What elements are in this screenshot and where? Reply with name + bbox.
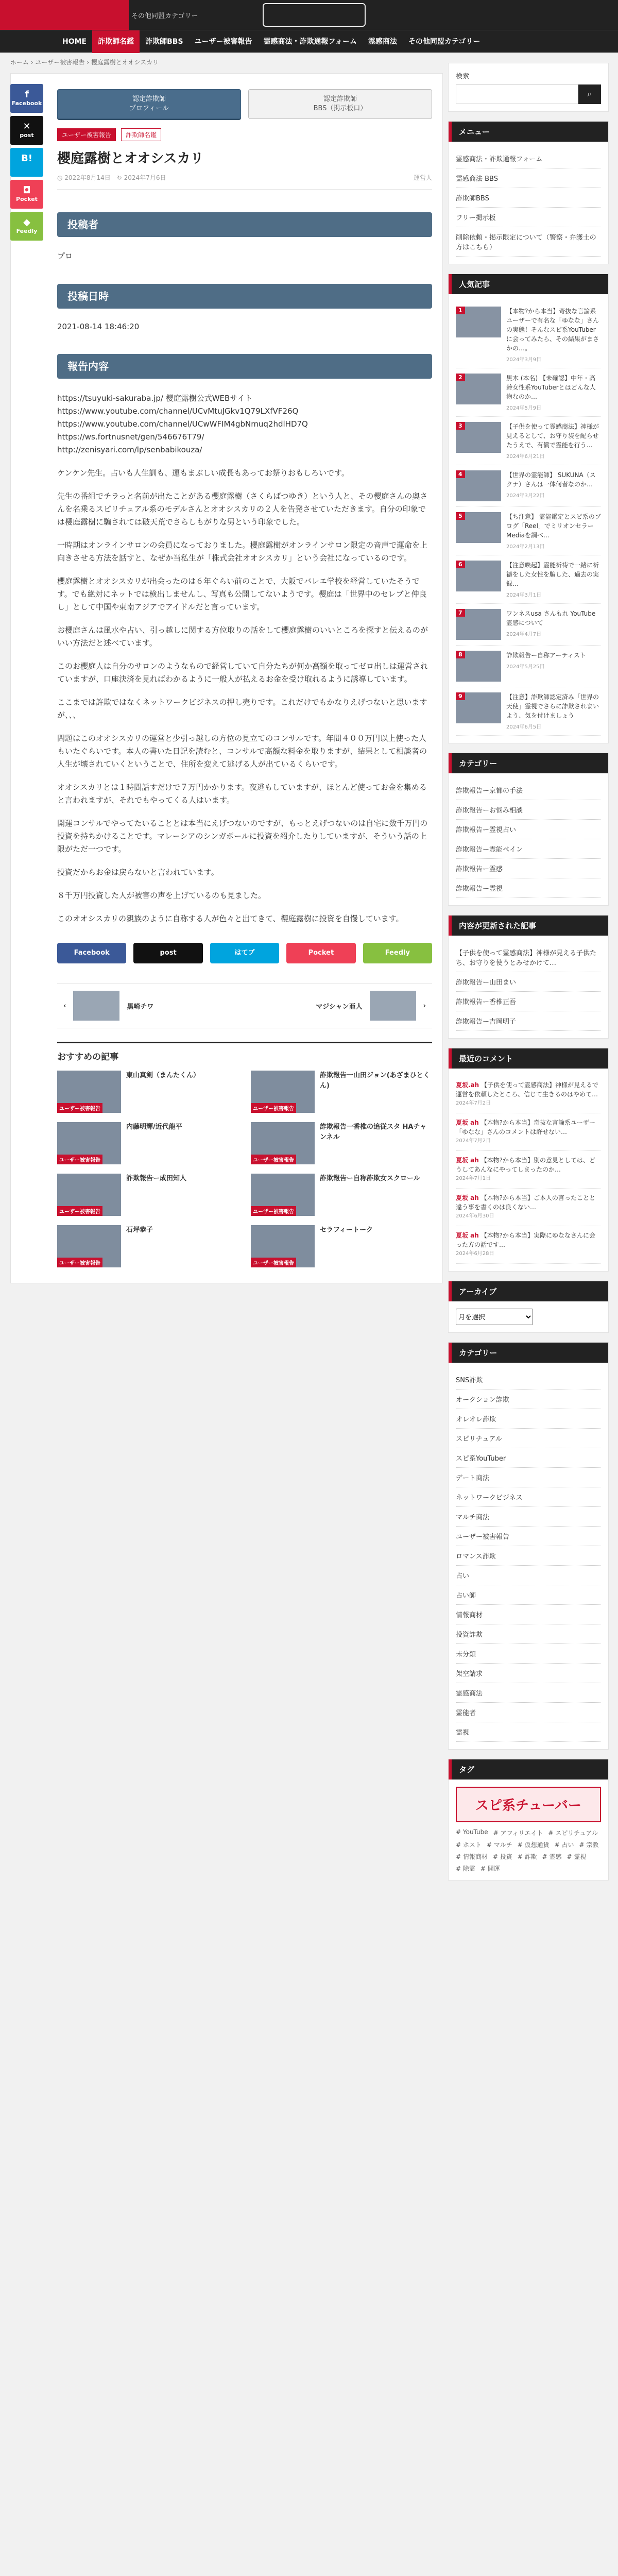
comments-heading: 最近のコメント (449, 1048, 608, 1069)
popular-title: ワンネスusa さんもれ YouTube 霊感について (506, 610, 596, 626)
clock-icon: ◷ (57, 174, 65, 181)
popular-item[interactable] (456, 417, 601, 465)
recent-item[interactable]: 詐欺報告ー吉岡明子 (456, 1011, 601, 1031)
breadcrumb[interactable]: ホーム › ユーザー被害報告 › 櫻庭露樹とオオシスカリ (10, 59, 159, 66)
comment-author: 夏坂.ah (456, 1081, 479, 1089)
author-value: プロ (57, 251, 73, 261)
report-paragraph: 投資だからお金は戻らないと言われています。 (57, 868, 219, 877)
category2-heading: カテゴリー (449, 1343, 608, 1363)
datetime-value: 2021-08-14 18:46:20 (57, 322, 140, 331)
comments-widget (448, 1048, 609, 1272)
report-paragraph: お櫻庭さんは風水や占い、引っ越しに関する方位取りの話をして櫻庭露樹のいいところを探すと伝えるのがいい方法だと述べています。 (57, 625, 428, 648)
prev-article-link[interactable]: ‹ 黒崎チワ (57, 984, 245, 1028)
category-item[interactable]: 詐欺報告ー霊視 (456, 878, 601, 898)
search-button[interactable] (578, 84, 601, 104)
category-item[interactable]: 詐欺報告ーお悩み相談 (456, 800, 601, 820)
comment-text: 【本物?から本当】別の意見としては、どうしてあんなにやってしまったのか… (456, 1157, 596, 1173)
search-widget (448, 63, 609, 112)
hatena-icon: B! (21, 153, 32, 164)
popular-item[interactable] (456, 646, 601, 687)
category-badge[interactable]: 詐欺師名鑑 (121, 128, 161, 141)
tag-banner[interactable]: スピ系チューバー (456, 1787, 601, 1822)
popular-thumbnail (456, 609, 501, 640)
nav-item-2[interactable]: 詐欺師BBS (145, 38, 183, 46)
category2-item[interactable]: SNS詐欺 (456, 1370, 601, 1389)
comment-item[interactable] (456, 1113, 601, 1151)
category2-item[interactable]: 情報商材 (456, 1605, 601, 1624)
facebook-share-button[interactable]: f Facebook (10, 84, 43, 113)
related-category-badge: ユーザー被害報告 (57, 1155, 102, 1164)
refresh-icon: ↻ (116, 174, 124, 181)
side-share-bar (10, 84, 43, 244)
sidebar-menu-item[interactable]: 霊感商法・詐欺通報フォーム (456, 149, 601, 168)
search-heading: 検索 (456, 73, 470, 80)
comment-item[interactable] (456, 1076, 601, 1113)
category2-item[interactable]: スピリチュアル (456, 1429, 601, 1448)
recent-item[interactable]: 詐欺報告ー山田まい (456, 972, 601, 992)
popular-heading: 人気記事 (449, 274, 608, 294)
site-header (0, 0, 618, 30)
popular-thumbnail (456, 470, 501, 501)
related-item[interactable] (251, 1225, 432, 1267)
category2-item[interactable]: 占い師 (456, 1585, 601, 1605)
tag-heading: タグ (449, 1759, 608, 1780)
menu-widget (448, 121, 609, 264)
category2-item[interactable]: 架空請求 (456, 1664, 601, 1683)
tag-link[interactable]: # 宗教 (579, 1841, 599, 1849)
popular-item[interactable] (456, 368, 601, 417)
related-category-badge: ユーザー被害報告 (251, 1258, 296, 1267)
category2-item[interactable]: デート商法 (456, 1468, 601, 1487)
feedly-share-button[interactable]: ◆ Feedly (10, 212, 43, 241)
related-item[interactable] (57, 1225, 238, 1267)
related-item[interactable] (57, 1122, 238, 1164)
report-paragraph: 先生の番組でチラっと名前が出たことがある櫻庭露樹（さくらばつゆき）という人と、その櫻庭さんの奥さんを名乗るスピリチュアル系のモデルさんとオオシスカリの２人を告発させていただきます。自分の印象では櫻庭露樹に騙されては破天荒でさらしもがりな男という印象でした。 (57, 492, 428, 527)
nav-item-1[interactable]: 詐欺師名鑑 (92, 30, 140, 53)
category2-item[interactable]: 霊能者 (456, 1703, 601, 1722)
category-item[interactable]: 詐欺報告ー霊能ベイン (456, 839, 601, 859)
comment-author: 夏坂 ah (456, 1119, 479, 1126)
hatena-share-button[interactable]: はてブ (210, 943, 279, 963)
popular-date: 2024年5月9日 (506, 405, 542, 411)
category-heading: カテゴリー (449, 753, 608, 773)
related-title: 詐欺報告一山田ジョン(あざまひとくん) (320, 1072, 430, 1090)
header-tagline: その他同盟カテゴリー (131, 12, 198, 20)
popular-thumbnail (456, 651, 501, 682)
search-icon: ⌕ (587, 90, 592, 98)
section-heading-report: 報告内容 (57, 354, 432, 379)
popular-item[interactable] (456, 465, 601, 507)
article-title: 櫻庭露樹とオオシスカリ (57, 151, 204, 166)
next-thumbnail (370, 991, 416, 1021)
category-badge[interactable]: ユーザー被害報告 (57, 128, 116, 141)
rank-badge: 3 (456, 422, 465, 430)
tag-link[interactable]: # アフィリエイト (493, 1829, 543, 1837)
related-item[interactable] (57, 1174, 238, 1216)
rank-badge: 2 (456, 374, 465, 381)
related-title: 石坪恭子 (126, 1226, 153, 1234)
comment-item[interactable] (456, 1226, 601, 1264)
comment-author: 夏坂 ah (456, 1232, 479, 1239)
facebook-share-button[interactable]: Facebook (57, 943, 126, 963)
category2-item[interactable]: 霊視 (456, 1722, 601, 1742)
related-title: 詐欺報告ー自称詐欺女スクロール (320, 1175, 420, 1182)
category2-item[interactable]: 占い (456, 1566, 601, 1585)
recent-heading: 内容が更新された記事 (449, 916, 608, 936)
archive-widget (448, 1281, 609, 1333)
archive-select[interactable] (456, 1309, 533, 1325)
related-category-badge: ユーザー被害報告 (251, 1103, 296, 1113)
category2-item[interactable]: 投資詐欺 (456, 1624, 601, 1644)
recent-item[interactable]: 詐欺報告ー香椎正吾 (456, 992, 601, 1011)
report-body (57, 392, 432, 925)
related-articles (57, 1042, 432, 1267)
report-paragraph: 櫻庭露樹とオオシスカリが出会ったのは６年ぐらい前のことで、大阪でバレエ学校を経営していたそうです。でも絶対にネットでは検出しませんし、写真も公開してないようです。櫻庭は「世界中のセレブと仲良し」として中国や東南アジアでアイドルだと言っています。 (57, 577, 427, 612)
x-icon: ✕ (23, 121, 31, 132)
sidebar-menu-item[interactable]: フリー掲示板 (456, 208, 601, 227)
comment-date: 2024年7月2日 (456, 1138, 491, 1144)
sidebar (448, 63, 609, 1890)
tag-link[interactable]: # 投資 (492, 1853, 512, 1860)
tag-link[interactable]: # 霊視 (566, 1853, 587, 1860)
archive-heading: アーカイブ (449, 1281, 608, 1301)
related-category-badge: ユーザー被害報告 (57, 1103, 102, 1113)
tag-link[interactable]: # 霊感 (542, 1853, 562, 1860)
prev-thumbnail (73, 991, 119, 1021)
popular-widget (448, 274, 609, 743)
tag-link[interactable]: # 情報商材 (456, 1853, 488, 1860)
comment-item[interactable] (456, 1151, 601, 1189)
category-item[interactable]: 詐欺報告ー霊視占い (456, 820, 601, 839)
category2-item[interactable]: ネットワークビジネス (456, 1487, 601, 1507)
popular-date: 2024年6月5日 (506, 724, 542, 730)
popular-date: 2024年3月1日 (506, 592, 542, 598)
tag-link[interactable]: # YouTube (456, 1828, 488, 1836)
category2-item[interactable]: 未分類 (456, 1644, 601, 1664)
search-input[interactable] (456, 84, 578, 104)
chevron-right-icon: › (423, 1002, 426, 1010)
popular-thumbnail (456, 374, 501, 404)
report-paragraph: ８千万円投資した人が被害の声を上げているのも見ました。 (57, 891, 266, 900)
related-category-badge: ユーザー被害報告 (251, 1155, 296, 1164)
popular-item[interactable] (456, 301, 601, 368)
source-link[interactable]: https://www.youtube.com/channel/UCwWFIM4gbNmuq2hdlHD7Q (57, 419, 308, 429)
category2-widget (448, 1342, 609, 1750)
popular-title: 詐欺報告ー自称アーティスト (506, 652, 586, 659)
source-link[interactable]: https://www.youtube.com/channel/UCvMtuJGkv1Q79LXfVF26Q (57, 406, 299, 416)
source-link[interactable]: http://zenisyari.com/lp/senbabikouza/ (57, 445, 202, 454)
related-title: 東山真剣（まんたくん） (126, 1072, 200, 1079)
comment-text: 【子供を使って霊感商法】神様が見えるで運営を依頼したところ、信じて生きるのはやめて… (456, 1081, 598, 1098)
comment-date: 2024年7月1日 (456, 1176, 491, 1181)
related-title: 内藤明輝/近代龍平 (126, 1123, 182, 1131)
bottom-share-bar (57, 943, 432, 963)
pocket-share-button[interactable]: ◘ Pocket (10, 180, 43, 209)
pocket-icon: ◘ (23, 185, 31, 196)
related-thumbnail (251, 1174, 315, 1216)
tag-link[interactable]: # ホスト (456, 1841, 482, 1849)
popular-title: 【注意喚起】霊能祈祷で一緒に祈禱をした女性を騙した、過去の実録… (506, 562, 599, 587)
related-category-badge: ユーザー被害報告 (57, 1258, 102, 1267)
tag-link[interactable]: # マルチ (486, 1841, 512, 1849)
related-item[interactable] (57, 1071, 238, 1113)
comment-item[interactable] (456, 1189, 601, 1226)
category2-item[interactable]: ロマンス詐欺 (456, 1546, 601, 1566)
related-thumbnail (57, 1225, 121, 1267)
tag-link[interactable]: # 占い (554, 1841, 574, 1849)
related-title: セラフィートーク (320, 1226, 373, 1234)
nav-item-4[interactable]: 霊感商法・詐欺通報フォーム (263, 38, 357, 46)
section-heading-datetime: 投稿日時 (57, 284, 432, 309)
comment-author: 夏坂 ah (456, 1157, 479, 1164)
popular-thumbnail (456, 512, 501, 543)
related-category-badge: ユーザー被害報告 (57, 1206, 102, 1216)
related-thumbnail (57, 1071, 121, 1113)
popular-item[interactable] (456, 555, 601, 604)
tab-bbs[interactable]: 認定詐欺師 BBS（掲示板口） (248, 89, 432, 119)
article-dates (57, 173, 432, 190)
popular-date: 2024年2月13日 (506, 544, 545, 550)
category2-item[interactable]: ユーザー被害報告 (456, 1527, 601, 1546)
popular-title: 【子供を使って霊感商法】神様が見えるとして、お守り袋を配らせたうえで、有償で霊能を行う… (506, 423, 599, 449)
category2-item[interactable]: 霊感商法 (456, 1683, 601, 1703)
related-title: 詐欺報告ー成田知人 (126, 1175, 187, 1182)
tag-link[interactable]: # 開運 (480, 1865, 500, 1872)
published-date: 2022年8月14日 (64, 174, 111, 181)
tag-link[interactable]: # 仮想通貨 (517, 1841, 550, 1849)
comment-text: 【本物?から本当】実際にゆななさんに会った方の話です… (456, 1232, 596, 1248)
pocket-share-button[interactable]: Pocket (286, 943, 355, 963)
tag-link[interactable]: # 除霊 (456, 1865, 475, 1872)
recent-updated-widget (448, 915, 609, 1039)
report-paragraph: オオシスカリとは１時間話すだけで７万円かかります。夜逃もしていますが、ほとんど使ってお金を集めると言われますが、それでもやってくる人はいます。 (57, 783, 427, 805)
category-item[interactable]: 詐欺報告ー霊感 (456, 859, 601, 878)
category-item[interactable]: 詐欺報告ー京都の手法 (456, 781, 601, 800)
related-item[interactable] (251, 1174, 432, 1216)
category2-item[interactable]: オークション詐欺 (456, 1389, 601, 1409)
prev-next-nav (57, 983, 432, 1028)
related-thumbnail (251, 1122, 315, 1164)
related-item[interactable] (251, 1122, 432, 1164)
related-heading: おすすめの記事 (57, 1052, 119, 1062)
category2-item[interactable]: オレオレ詐欺 (456, 1409, 601, 1429)
comment-date: 2024年6月28日 (456, 1251, 494, 1257)
sidebar-menu-item[interactable]: 霊感商法 BBS (456, 168, 601, 188)
section-heading-author: 投稿者 (57, 212, 432, 237)
popular-item[interactable] (456, 507, 601, 555)
sidebar-menu-item[interactable]: 削除依頼・掲示限定について（警察・弁護士の方はこちら） (456, 227, 601, 257)
related-thumbnail (57, 1174, 121, 1216)
tag-link[interactable]: # 詐欺 (517, 1853, 537, 1860)
tag-widget (448, 1759, 609, 1880)
updated-date: 2024年7月6日 (124, 174, 166, 181)
nav-item-3[interactable]: ユーザー被害報告 (194, 38, 252, 46)
x-share-button[interactable]: post (133, 943, 202, 963)
facebook-icon: f (25, 89, 29, 100)
category2-item[interactable]: スピ系YouTuber (456, 1448, 601, 1468)
popular-item[interactable] (456, 687, 601, 736)
related-thumbnail (251, 1225, 315, 1267)
report-paragraph: 開運コンサルでやってたいることとは本当にえげつないのですが、もっとえげつないのは自宅に数千万円の投資を持ちかけることです。マレーシアのシンガポールに投資を紹介したりしていますが、そういう話の上限がただ一つです。 (57, 819, 428, 854)
tag-link[interactable]: # スピリチュアル (548, 1829, 598, 1837)
brand-logo[interactable] (0, 0, 129, 30)
related-title: 詐欺報告一香椎の追従スタ HAチャンネル (320, 1123, 427, 1141)
popular-date: 2024年5月25日 (506, 664, 545, 670)
popular-date: 2024年3月9日 (506, 357, 542, 363)
rank-badge: 8 (456, 651, 465, 658)
feedly-icon: ◆ (23, 217, 30, 228)
rank-badge: 7 (456, 609, 465, 617)
popular-title: 【注意】詐欺師認定済み「世界の天使」霊視でさらに詐欺されまいよう、気を付けましょう (506, 693, 599, 719)
sidebar-menu-item[interactable]: 詐欺師BBS (456, 188, 601, 208)
site-logo[interactable] (263, 3, 366, 27)
popular-date: 2024年3月22日 (506, 493, 545, 499)
source-link[interactable]: https://ws.fortnusnet/gen/546676T79/ (57, 432, 204, 442)
popular-title: 【ち注意】 霊能鑑定とスピ系のブログ「Reel」でミリオンセラーMediaを調べ… (506, 513, 601, 539)
tab-profile[interactable]: 認定詐欺師 プロフィール (57, 89, 241, 119)
popular-title: 【本物?から本当】奇抜な言論系ユーザーで有名な「ゆなな」さんの実態！そんなスピ系YouTuberに会ってみたら、その結果がまさかの…。 (506, 308, 599, 352)
report-paragraph: ここまでは許欺ではなくネットワークビジネスの押し売りです。これだけでもかなりえげつないと思いますが、、、 (57, 698, 427, 720)
popular-date: 2024年4月7日 (506, 632, 542, 637)
report-paragraph: ケンケン先生。占いも人生訓も、運もまぶしい成長もあってお祭りおもしろいです。 (57, 468, 349, 478)
comment-text: 【本物?から本当】ご本人の言ったことと違う事を書くのは良くない… (456, 1194, 596, 1211)
rank-badge: 9 (456, 692, 465, 700)
popular-thumbnail (456, 561, 501, 591)
source-link[interactable]: https://tsuyuki-sakuraba.jp/ 櫻庭露樹公式WEBサイト (57, 394, 253, 403)
related-thumbnail (57, 1122, 121, 1164)
category-widget (448, 753, 609, 906)
nav-item-0[interactable]: HOME (62, 38, 87, 46)
feedly-share-button[interactable]: Feedly (363, 943, 432, 963)
hatena-share-button[interactable] (10, 148, 43, 177)
profile-tabs (57, 89, 432, 119)
main-article (10, 73, 443, 1283)
comment-date: 2024年6月30日 (456, 1213, 494, 1219)
category2-item[interactable]: マルチ商法 (456, 1507, 601, 1527)
rank-badge: 4 (456, 470, 465, 478)
chevron-left-icon: ‹ (63, 1002, 66, 1010)
comment-author: 夏坂 ah (456, 1194, 479, 1201)
popular-title: 黒木 (本名) 【未確認】中年・高齢女性系YouTuberとはどんな人物なのか… (506, 375, 596, 400)
popular-thumbnail (456, 307, 501, 337)
recent-item[interactable]: 【子供を使って霊感商法】神様が見える子供たち、お守りを使うとみせかけて… (456, 943, 601, 972)
popular-date: 2024年6月21日 (506, 454, 545, 460)
menu-heading: メニュー (449, 122, 608, 142)
related-category-badge: ユーザー被害報告 (251, 1206, 296, 1216)
report-paragraph: 問題はこのオオシスカリの運営と少引っ越しの方位の見立てのコンサルです。年間４００万円以上使った人もいたぐらいです。本人の書いた日記を読むと、コンサルで高額な料金を取りますが、結果として相談者の人生が壊されていくということで、住所を変えて逃げる人が出ているくらいです。 (57, 734, 427, 769)
nav-item-6[interactable]: その他同盟カテゴリー (408, 38, 480, 46)
related-item[interactable] (251, 1071, 432, 1113)
author-label[interactable]: 運営人 (413, 174, 432, 181)
popular-thumbnail (456, 422, 501, 453)
report-paragraph: 一時期はオンラインサロンの会員になっておりました。櫻庭露樹がオンラインサロン限定の音声で運命を上向きさせる方法を話すと、なぜか当私生が「株式会社オオシスカリ」という会社になっているのです。 (57, 540, 428, 563)
comment-text: 【本物?から本当】奇抜な言論系ユーザー「ゆなな」さんのコメントは許せない… (456, 1119, 596, 1136)
comment-date: 2024年7月2日 (456, 1100, 491, 1106)
report-paragraph: このお櫻庭人は自分のサロンのようなもので経営していて自分たちが何か高額を取ってゼロ出しは運営されていますが、口座決済を見ればわかるように一般人が払えるお金を受け取れるように誘導しています。 (57, 662, 428, 684)
nav-item-5[interactable]: 霊感商法 (368, 38, 397, 46)
rank-badge: 5 (456, 512, 465, 520)
rank-badge: 1 (456, 307, 465, 314)
related-thumbnail (251, 1071, 315, 1113)
next-article-link[interactable]: マジシャン亜人 › (245, 984, 432, 1028)
popular-thumbnail (456, 692, 501, 723)
rank-badge: 6 (456, 561, 465, 568)
x-share-button[interactable]: ✕ post (10, 116, 43, 145)
popular-item[interactable] (456, 604, 601, 646)
global-nav (0, 30, 618, 53)
popular-title: 【世界の霊能師】 SUKUNA（スクナ）さんは一体何者なのか… (506, 471, 596, 488)
report-paragraph: このオオシスカリの親族のように自称する人が色々と出てきて、櫻庭露樹に投資を自慢しています。 (57, 914, 404, 923)
